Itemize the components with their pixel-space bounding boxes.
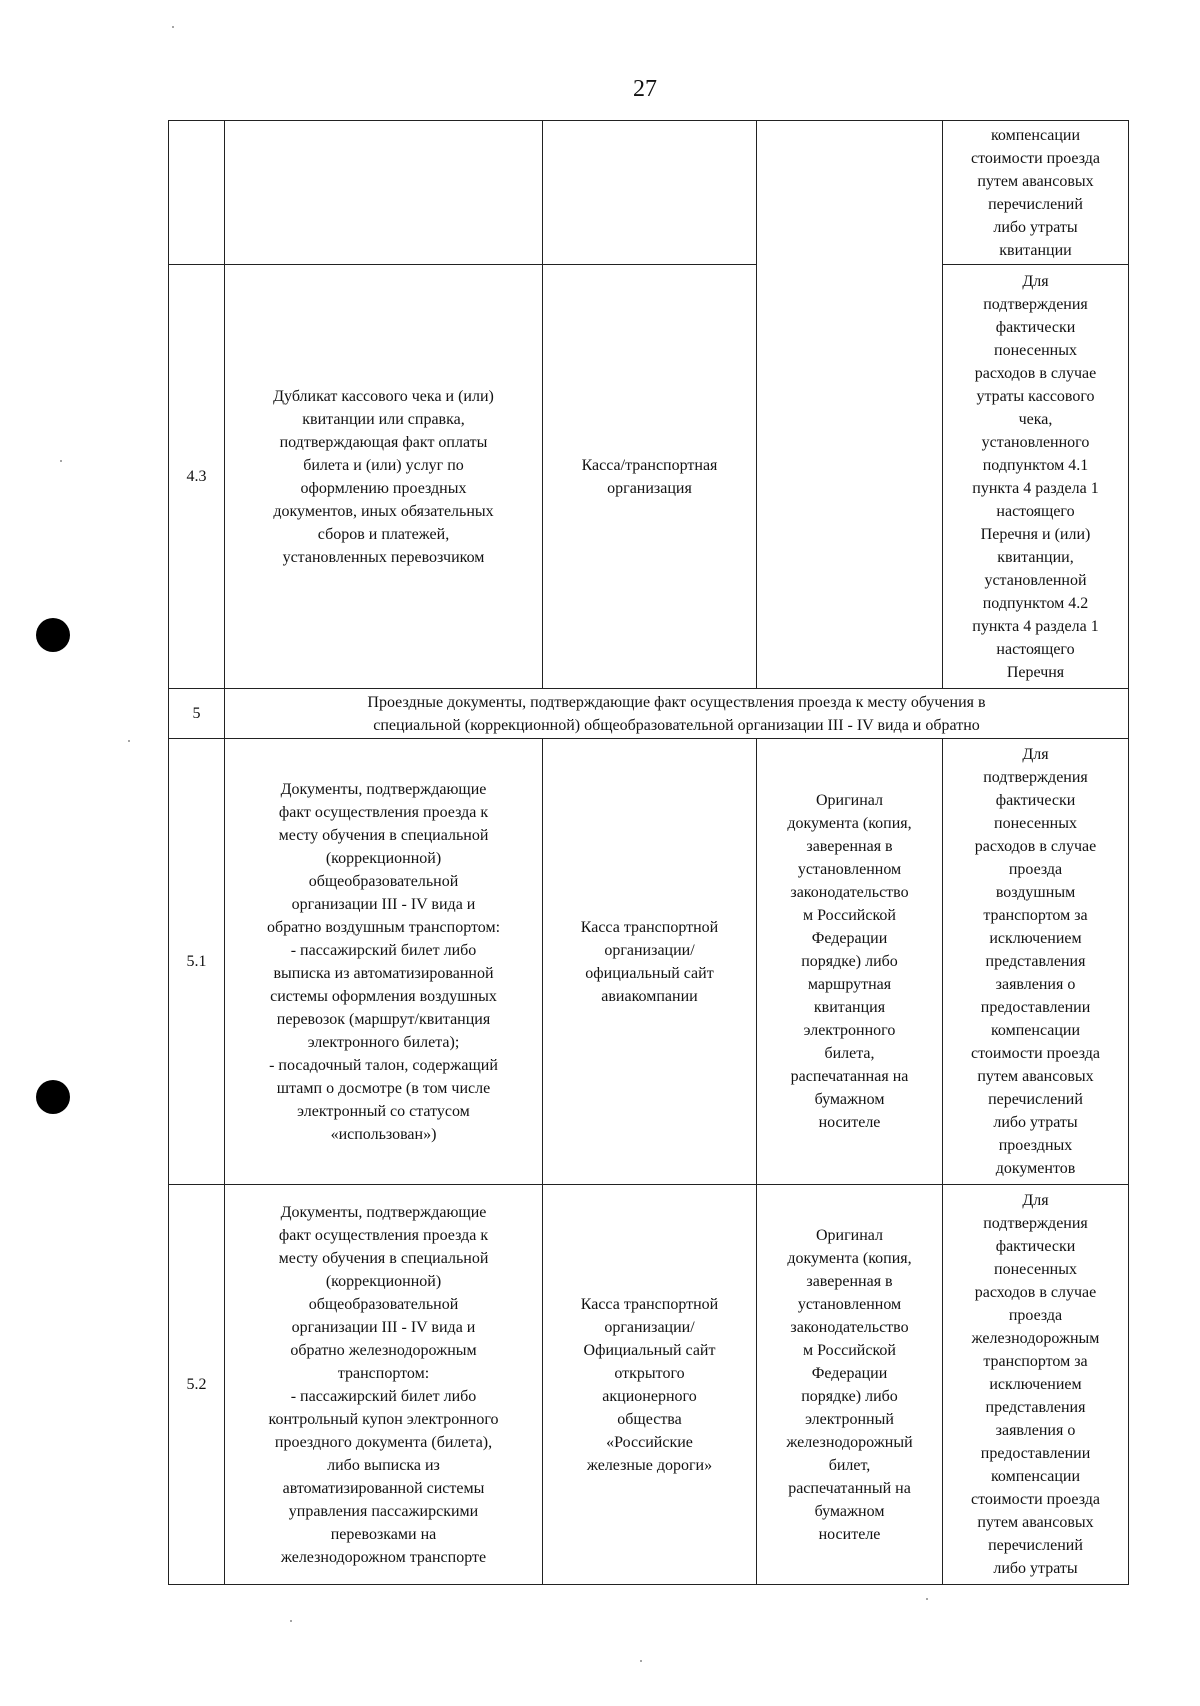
- documents-table: [168, 120, 1129, 1585]
- scan-speck: [640, 1660, 642, 1662]
- page-number: 27: [633, 76, 657, 102]
- note-cell: Для подтверждения фактически понесенных расходов в случае проезда железнодорожным транспортом за исключением представления заявления о предоставлении компенсации стоимости проезда путем авансовых перечислений либо утраты: [943, 1185, 1129, 1585]
- scan-speck: [290, 1620, 292, 1622]
- form-cell: Оригинал документа (копия, заверенная в установленном законодательство м Российской Федерации порядке) либо маршрутная квитанция электронного билета, распечатанная на бумажном носителе: [757, 739, 943, 1185]
- source-cell: Касса транспортной организации/ Официальный сайт открытого акционерного общества «Российские железные дороги»: [543, 1185, 757, 1585]
- document-cell: Дубликат кассового чека и (или) квитанции или справка, подтверждающая факт оплаты билета и (или) услуг по оформлению проездных документов, иных обязательных сборов и платежей, установленных перевозчиком: [225, 265, 543, 689]
- source-cell: [543, 121, 757, 265]
- source-cell: Касса/транспортная организация: [543, 265, 757, 689]
- section-heading-cell: Проездные документы, подтверждающие факт осуществления проезда к месту обучения в специальной (коррекционной) общеобразовательной организации III - IV вида и обратно: [225, 689, 1129, 739]
- document-cell: Документы, подтверждающие факт осуществления проезда к месту обучения в специальной (коррекционной) общеобразовательной организации III - IV вида и обратно железнодорожным транспортом: - пассажирский билет либо контрольный купон электронного проездного документа (билета), либо выписка из автоматизированной системы управления пассажирскими перевозками на железнодорожном транспорте: [225, 1185, 543, 1585]
- source-cell: Касса транспортной организации/ официальный сайт авиакомпании: [543, 739, 757, 1185]
- form-cell: Оригинал документа (копия, заверенная в установленном законодательство м Российской Федерации порядке) либо электронный железнодорожный билет, распечатанный на бумажном носителе: [757, 1185, 943, 1585]
- form-cell: [757, 121, 943, 689]
- punch-hole-top: [36, 618, 70, 652]
- note-cell: Для подтверждения фактически понесенных расходов в случае утраты кассового чека, установленного подпунктом 4.1 пункта 4 раздела 1 настоящего Перечня и (или) квитанции, установленной подпунктом 4.2 пункта 4 раздела 1 настоящего Перечня: [943, 265, 1129, 689]
- table-row-5-1: [169, 739, 1129, 1185]
- punch-hole-bottom: [36, 1080, 70, 1114]
- row-number: 4.3: [169, 265, 225, 689]
- row-number: 5.1: [169, 739, 225, 1185]
- scan-speck: [172, 26, 174, 28]
- note-cell: Для подтверждения фактически понесенных расходов в случае проезда воздушным транспортом за исключением представления заявления о предоставлении компенсации стоимости проезда путем авансовых перечислений либо утраты проездных документов: [943, 739, 1129, 1185]
- scan-speck: [128, 740, 130, 742]
- note-cell: компенсации стоимости проезда путем авансовых перечислений либо утраты квитанции: [943, 121, 1129, 265]
- row-number: 5.2: [169, 1185, 225, 1585]
- table-row-continuation: [169, 121, 1129, 265]
- table-row-5-heading: [169, 689, 1129, 739]
- table-row-5-2: [169, 1185, 1129, 1585]
- document-cell: [225, 121, 543, 265]
- row-number: 5: [169, 689, 225, 739]
- scan-speck: [926, 1598, 928, 1600]
- row-number: [169, 121, 225, 265]
- document-cell: Документы, подтверждающие факт осуществления проезда к месту обучения в специальной (коррекционной) общеобразовательной организации III - IV вида и обратно воздушным транспортом: - пассажирский билет либо выписка из автоматизированной системы оформления воздушных перевозок (маршрут/квитанция электронного билета); - посадочный талон, содержащий штамп о досмотре (в том числе электронный со статусом «использован»): [225, 739, 543, 1185]
- table-row-4-3: [169, 265, 1129, 689]
- scan-speck: [60, 460, 62, 462]
